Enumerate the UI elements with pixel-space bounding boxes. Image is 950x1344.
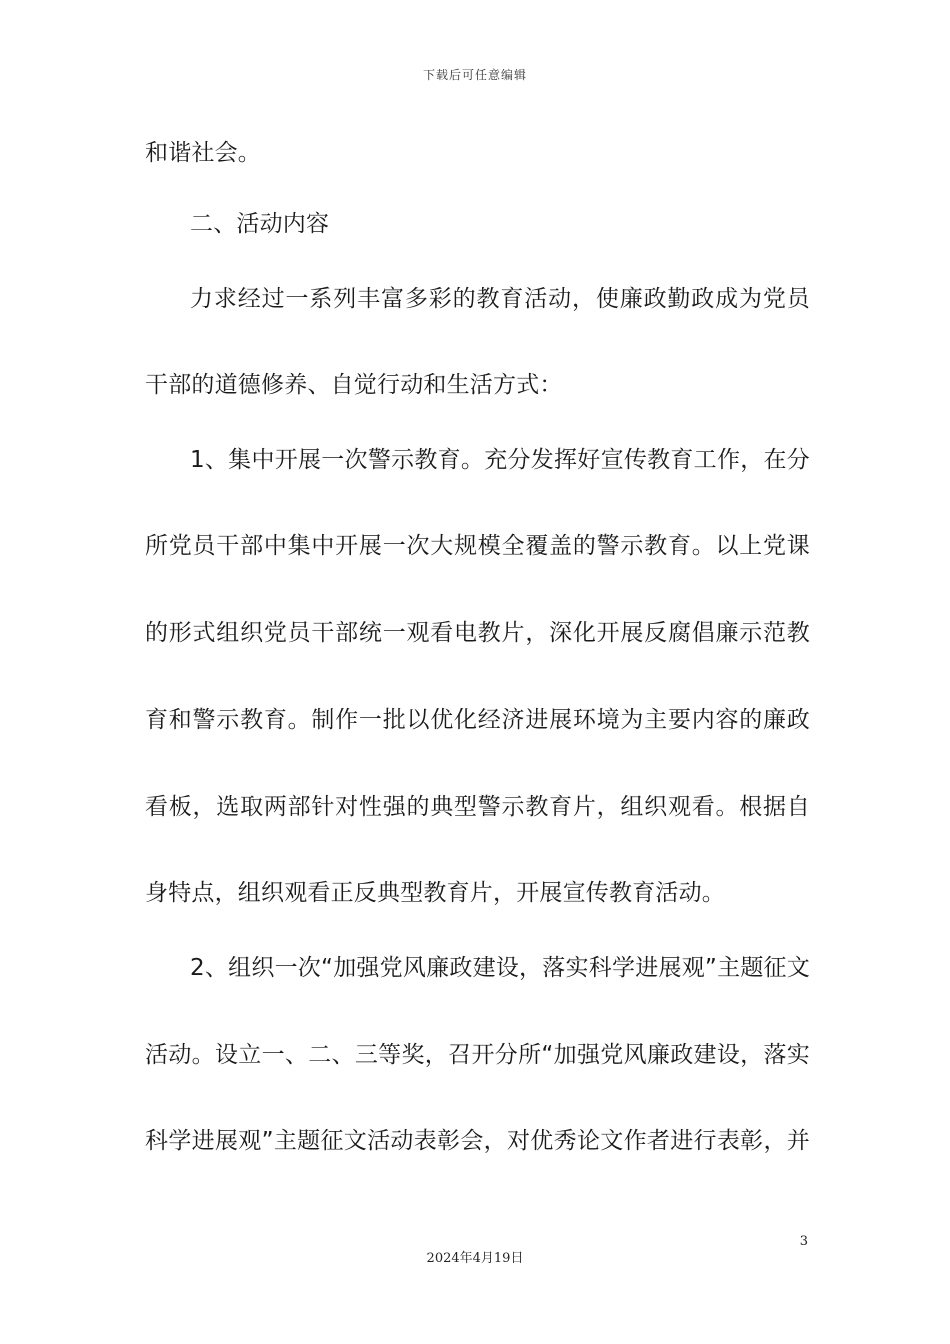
text-line: 和谐社会。: [145, 140, 261, 166]
page-number: 3: [799, 1234, 808, 1249]
text-line: 干部的道德修养、自觉行动和生活方式：: [145, 372, 563, 398]
text-line: 的形式组织党员干部统一观看电教片，深化开展反腐倡廉示范教: [145, 620, 810, 646]
section-heading: 二、活动内容: [190, 211, 330, 237]
footer-date: 2024年4月19日: [426, 1251, 524, 1266]
text-line: 1、集中开展一次警示教育。充分发挥好宣传教育工作，在分: [190, 447, 810, 473]
text-line: 身特点，组织观看正反典型教育片，开展宣传教育活动。: [145, 880, 725, 906]
text-line: 2、组织一次“加强党风廉政建设，落实科学进展观”主题征文: [190, 955, 810, 981]
text-line: 科学进展观”主题征文活动表彰会，对优秀论文作者进行表彰，并: [145, 1128, 810, 1154]
text-line: 活动。设立一、二、三等奖，召开分所“加强党风廉政建设，落实: [145, 1042, 810, 1068]
text-line: 所党员干部中集中开展一次大规模全覆盖的警示教育。以上党课: [145, 533, 810, 559]
page-header: 下载后可任意编辑: [422, 68, 527, 82]
text-line: 育和警示教育。制作一批以优化经济进展环境为主要内容的廉政: [145, 707, 810, 733]
text-line: 力求经过一系列丰富多彩的教育活动，使廉政勤政成为党员: [190, 286, 810, 312]
text-line: 看板，选取两部针对性强的典型警示教育片，组织观看。根据自: [145, 794, 810, 820]
